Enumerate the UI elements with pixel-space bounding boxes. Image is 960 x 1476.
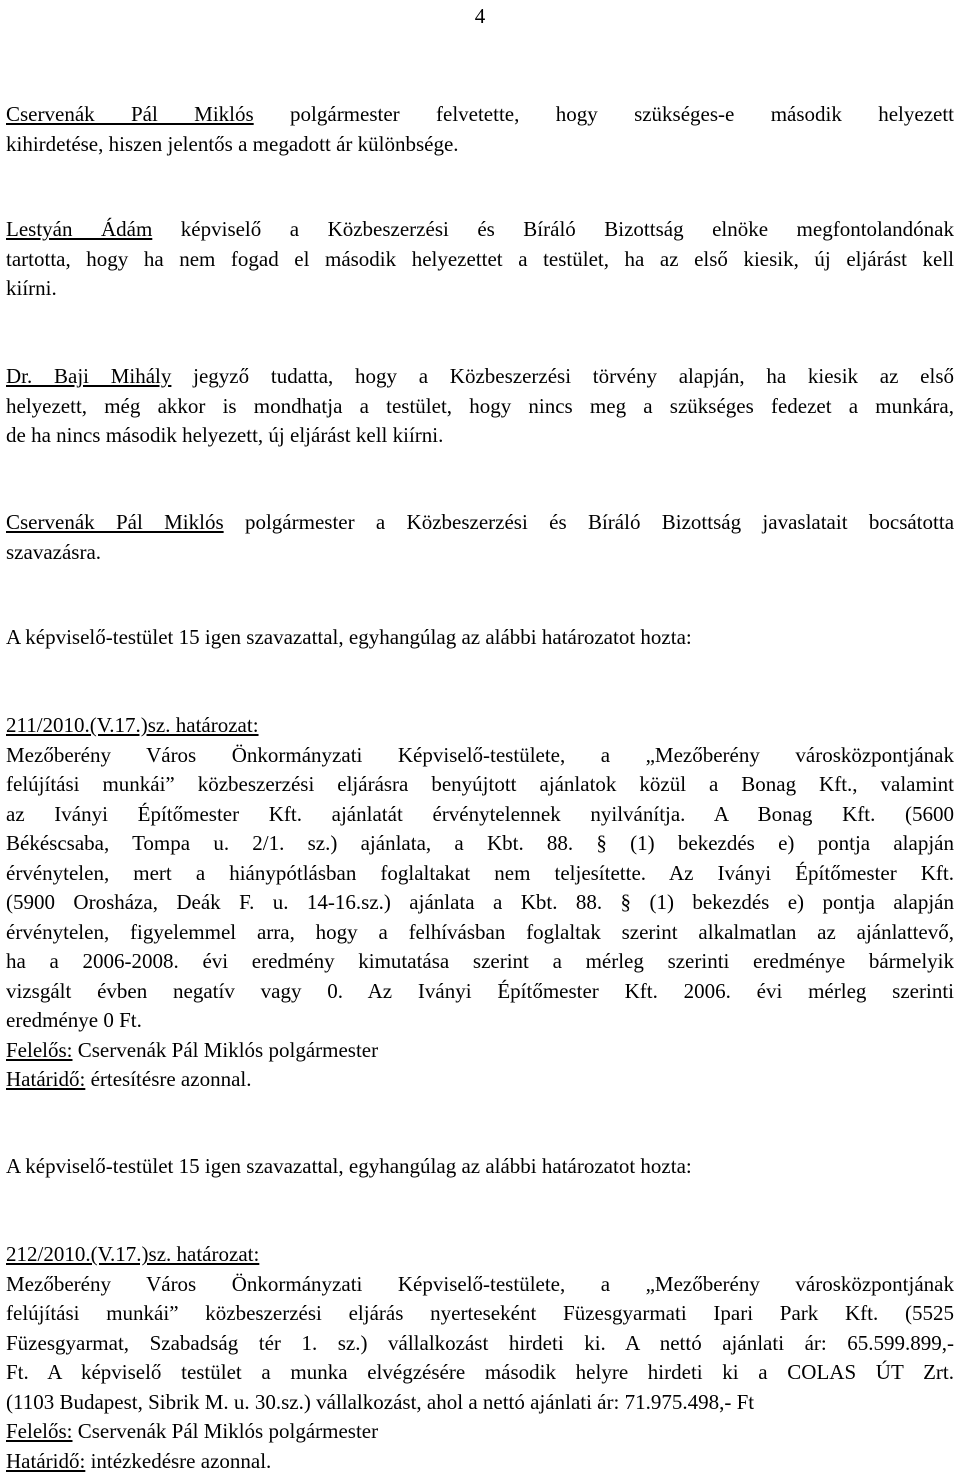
text-line: (1103 Budapest, Sibrik M. u. 30.sz.) vállalkozást, ahol a nettó ajánlati ár: 71.975.498,- Ft [6, 1388, 954, 1418]
speaker-name: Cservenák Pál Miklós [6, 510, 224, 534]
speaker-name: Lestyán Ádám [6, 217, 152, 241]
speaker-name: Dr. Baji Mihály [6, 364, 171, 388]
page-number: 4 [0, 2, 960, 32]
resolution-body [6, 1270, 954, 1418]
paragraph-cservenak-2 [6, 508, 954, 567]
text-line: Békéscsaba, Tompa u. 2/1. sz.) ajánlata, a Kbt. 88. § (1) bekezdés e) pontja alapján [6, 829, 954, 859]
paragraph-cservenak-1 [6, 100, 954, 159]
deadline-line: Határidő: intézkedésre azonnal. [6, 1447, 954, 1476]
vote-statement-2 [6, 1152, 954, 1182]
paragraph-lestyan [6, 215, 954, 304]
text-line: tartotta, hogy ha nem fogad el második helyezettet a testület, ha az első kiesik, új eljárást kell [6, 245, 954, 275]
deadline-line: Határidő: értesítésre azonnal. [6, 1065, 954, 1095]
text-line: A képviselő-testület 15 igen szavazattal, egyhangúlag az alábbi határozatot hozta: [6, 1152, 954, 1182]
paragraph-baji [6, 362, 954, 451]
text-line: Füzesgyarmat, Szabadság tér 1. sz.) vállalkozást hirdeti ki. A nettó ajánlati ár: 65.599.899,- [6, 1329, 954, 1359]
text-line: ha a 2006-2008. évi eredmény kimutatása szerint a mérleg szerinti eredménye bármelyik [6, 947, 954, 977]
text-line: kiírni. [6, 274, 954, 304]
text-line: érvénytelen, figyelemmel arra, hogy a felhívásban foglaltak szerint alkalmatlan az ajánlattevő, [6, 918, 954, 948]
responsible-line: Felelős: Cservenák Pál Miklós polgármester [6, 1417, 954, 1447]
text-line: Cservenák Pál Miklós polgármester a Közbeszerzési és Bíráló Bizottság javaslatait bocsátotta [6, 508, 954, 538]
text-line: A képviselő-testület 15 igen szavazattal, egyhangúlag az alábbi határozatot hozta: [6, 623, 954, 653]
resolution-number: 211/2010.(V.17.)sz. határozat: [6, 711, 954, 741]
resolution-body [6, 741, 954, 1036]
text-line: Dr. Baji Mihály jegyző tudatta, hogy a Közbeszerzési törvény alapján, ha kiesik az első [6, 362, 954, 392]
vote-statement-1 [6, 623, 954, 653]
text-line: felújítási munkái” közbeszerzési eljárás nyerteseként Füzesgyarmati Ipari Park Kft. (5525 [6, 1299, 954, 1329]
text-line: vizsgált évben negatív vagy 0. Az Iványi Építőmester Kft. 2006. évi mérleg szerinti [6, 977, 954, 1007]
text-line: Cservenák Pál Miklós polgármester felvetette, hogy szükséges-e második helyezett [6, 100, 954, 130]
speaker-name: Cservenák Pál Miklós [6, 102, 254, 126]
text-line: az Iványi Építőmester Kft. ajánlatát érvénytelennek nyilvánítja. A Bonag Kft. (5600 [6, 800, 954, 830]
responsible-line: Felelős: Cservenák Pál Miklós polgármester [6, 1036, 954, 1066]
text-line: felújítási munkái” közbeszerzési eljárásra benyújtott ajánlatok közül a Bonag Kft., valamint [6, 770, 954, 800]
resolution-number: 212/2010.(V.17.)sz. határozat: [6, 1240, 954, 1270]
text-line: szavazásra. [6, 538, 954, 568]
text-line: helyezett, még akkor is mondhatja a testület, hogy nincs meg a szükséges fedezet a munkára, [6, 392, 954, 422]
text-line: érvénytelen, mert a hiánypótlásban foglaltakat nem teljesítette. Az Iványi Építőmester Kft. [6, 859, 954, 889]
resolution-212 [6, 1240, 954, 1476]
resolution-211 [6, 711, 954, 1095]
text-line: de ha nincs második helyezett, új eljárást kell kiírni. [6, 421, 954, 451]
text-line: Mezőberény Város Önkormányzati Képviselő-testülete, a „Mezőberény városközpontjának [6, 1270, 954, 1300]
text-line: eredménye 0 Ft. [6, 1006, 954, 1036]
text-line: Lestyán Ádám képviselő a Közbeszerzési és Bíráló Bizottság elnöke megfontolandónak [6, 215, 954, 245]
text-line: kihirdetése, hiszen jelentős a megadott ár különbsége. [6, 130, 954, 160]
text-line: (5900 Orosháza, Deák F. u. 14-16.sz.) ajánlata a Kbt. 88. § (1) bekezdés e) pontja alapján [6, 888, 954, 918]
text-line: Ft. A képviselő testület a munka elvégzésére második helyre hirdeti ki a COLAS ÚT Zrt. [6, 1358, 954, 1388]
text-line: Mezőberény Város Önkormányzati Képviselő-testülete, a „Mezőberény városközpontjának [6, 741, 954, 771]
